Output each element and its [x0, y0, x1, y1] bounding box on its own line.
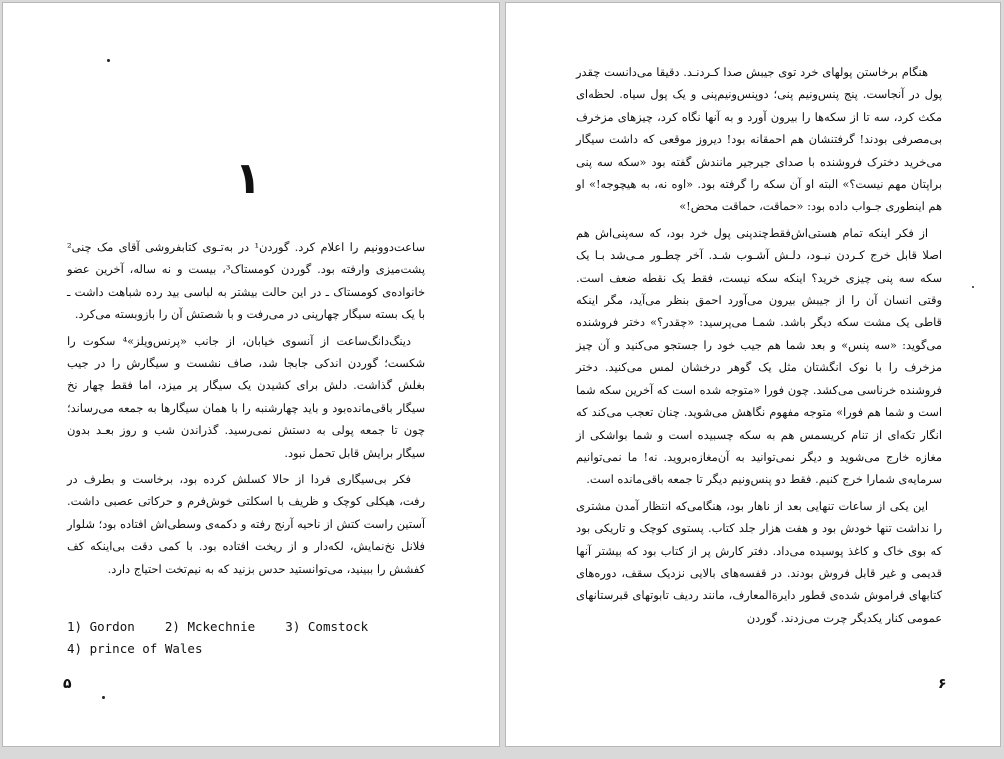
left-book-page — [2, 2, 500, 747]
left-page-body — [67, 236, 425, 584]
footnote-row — [67, 616, 447, 638]
scan-speck — [972, 286, 974, 288]
footnote-number: 1) — [67, 619, 83, 634]
paragraph: دینگ‌دانگ‌ساعت از آنسوی خیابان، از جانب «پرنس‌ویلز»⁴ سکوت را شکست؛ گوردن اندکی جابجا شد، صاف نشست و سیگارش را در جیب بغلش گذاشت. دلش برای کشیدن یک سیگار پر میزد، اما فقط چهار نخ سیگار باقی‌مانده‌بود و باید چهارشنبه را با همان سیگارها به جمعه می‌رساند؛ چون تا جمعه پولی به دستش نمی‌رسید. گذراندن شب و روز بعـد بدون سیگار برایش قابل تحمل نبود. — [67, 333, 425, 460]
page-number: ۵ — [63, 676, 72, 692]
footnote-name: Comstock — [307, 619, 369, 634]
footnote-name: Gordon — [89, 619, 135, 634]
footnote-name: prince of Wales — [89, 641, 203, 656]
right-book-page — [505, 2, 1001, 747]
right-page-body — [576, 61, 942, 633]
footnote-number: 3) — [285, 619, 301, 634]
paragraph: فکر بی‌سیگاری فردا از حالا کسلش کرده بود، برخاست و بطرف در رفت، هیکلی کوچک و ظریف با اسکلتی خوش‌فرم و حرکاتی عصبی داشت. آستین راست کتش از ناحیه آرنج رفته و دکمه‌ی وسطی‌اش افتاده بود؛ شلوار فلانل نخ‌نمایش، لکه‌دار و از ریخت افتاده بود. با کمی دقت بی‌اینکه کف کفشش را ببینید، می‌توانستید حدس بزنید که به نیم‌تخت احتیاج دارد. — [67, 472, 425, 576]
paragraph: هنگام برخاستن پولهای خرد توی جیبش صدا کـردنـد. دقیقا می‌دانست چقدر پول در آنجاست. پنج پنس‌ونیم پنی؛ دوپنس‌ونیم‌پنی و یک پول سیاه. لحظه‌ای مکث کرد، سه تا از سکه‌ها را بیرون آورد و به آنها نگاه کرد، چیزهای مزخرف بی‌مصرفی بودند! گرفتنشان هم احمقانه بود! دیروز موقعی که داشت سیگار می‌خرید دخترک فروشنده با صدای جیرجیر مانندش گفته بود «سکه سه پنی براپتان مهم نیست؟» البته او آن سکه را گرفته بود. «اوه نه، به هیچوجه!» او هم اینطوری جـواب داده بود: «حماقت، حماقت محض!» — [576, 65, 942, 214]
scan-speck — [107, 59, 110, 62]
footnote-name: Mckechnie — [187, 619, 256, 634]
scan-speck — [102, 696, 105, 699]
chapter-number: ۱ — [234, 153, 262, 204]
paragraph: از فکر اینکه تمام هستی‌اش‌فقط‌چند‌پنی پول خرد بود، که سه‌پنی‌اش هم اصلا قابل خرج کـردن نبـود، دلـش آشـوب شـد. آخر چطـور مـی‌شد بـا یک سکه سه پنی چیزی خرید؟ اینکه سکه نیست، فقط یک نقطه ضعف است. وقتی انسان آن را از جیبش بیرون می‌آورد احمق بنظر می‌آید، مگر اینکه قاطی یک مشت سکه دیگر باشد. شمـا می‌پرسید: «چقدر؟» دختر فروشنده می‌گوید: «سه پنس» و بعد شما هم جیب خود را جستجو می‌کنید و آن چیز مزخرف را با نوک انگشتان مثل یک گوهر درخشان لمس می‌کنید. دختر فروشنده خرناسی می‌کشد. چون فورا «متوجه شده است که آخرین سکه شما است و شما هم فورا» متوجه مفهوم نگاهش می‌شوید. چنان تعجب می‌کند که انگار تکه‌ای از تنام کریسمس هم به سکه چسبیده است و شما بواشکی از مغازه خارج می‌شوید و دیگر نمی‌توانید به آن‌مغازه‌بروید. نه! ما نمی‌توانیم سرمایه‌ی شمارا خرج کنیم. فقط دو پنس‌ونیم دیگر تا جمعه باقی‌مانده است. — [576, 225, 942, 487]
page-number: ۶ — [938, 676, 947, 692]
footnote-row — [67, 638, 447, 660]
footnote-number: 2) — [164, 619, 180, 634]
paragraph: این یکی از ساعات تنهایی بعد از ناهار بود، هنگامی‌که انتظار آمدن مشتری را نداشت تنها خودش بود و هفت هزار جلد کتاب. پستوی کوچک و تاریکی بود که بوی خاک و کاغذ پوسیده می‌داد. دفتر کارش پر از کتاب بود که بیشتر آنها قدیمی و غیر قابل فروش بودند. در قفسه‌های بالایی نزدیک سقف، دوره‌های کتابهای فراموش شده‌ی قطور دایرةالمعارف، مانند ردیف تابوتهای قبرستانهای عمومی کنار یکدیگر چرت می‌زدند. گوردن — [576, 498, 942, 625]
footnotes — [67, 616, 447, 660]
footnote-number: 4) — [67, 641, 83, 656]
paragraph: ساعت‌دوونیم را اعلام کرد. گوردن¹ در به‌تـوی کتابفروشی آقای مک چنی² پشت‌میزی وارفته بود. گوردن کومستاک³، بیست و نه ساله، آخرین عضو خانواده‌ی کومستاک ـ در این حالت بیشتر به لباسی بید رده شباهت داشت ـ با یک بسته سیگار چهارپنی در می‌رفت و با شصتش آن را بازوبسته می‌کرد. — [67, 240, 426, 322]
